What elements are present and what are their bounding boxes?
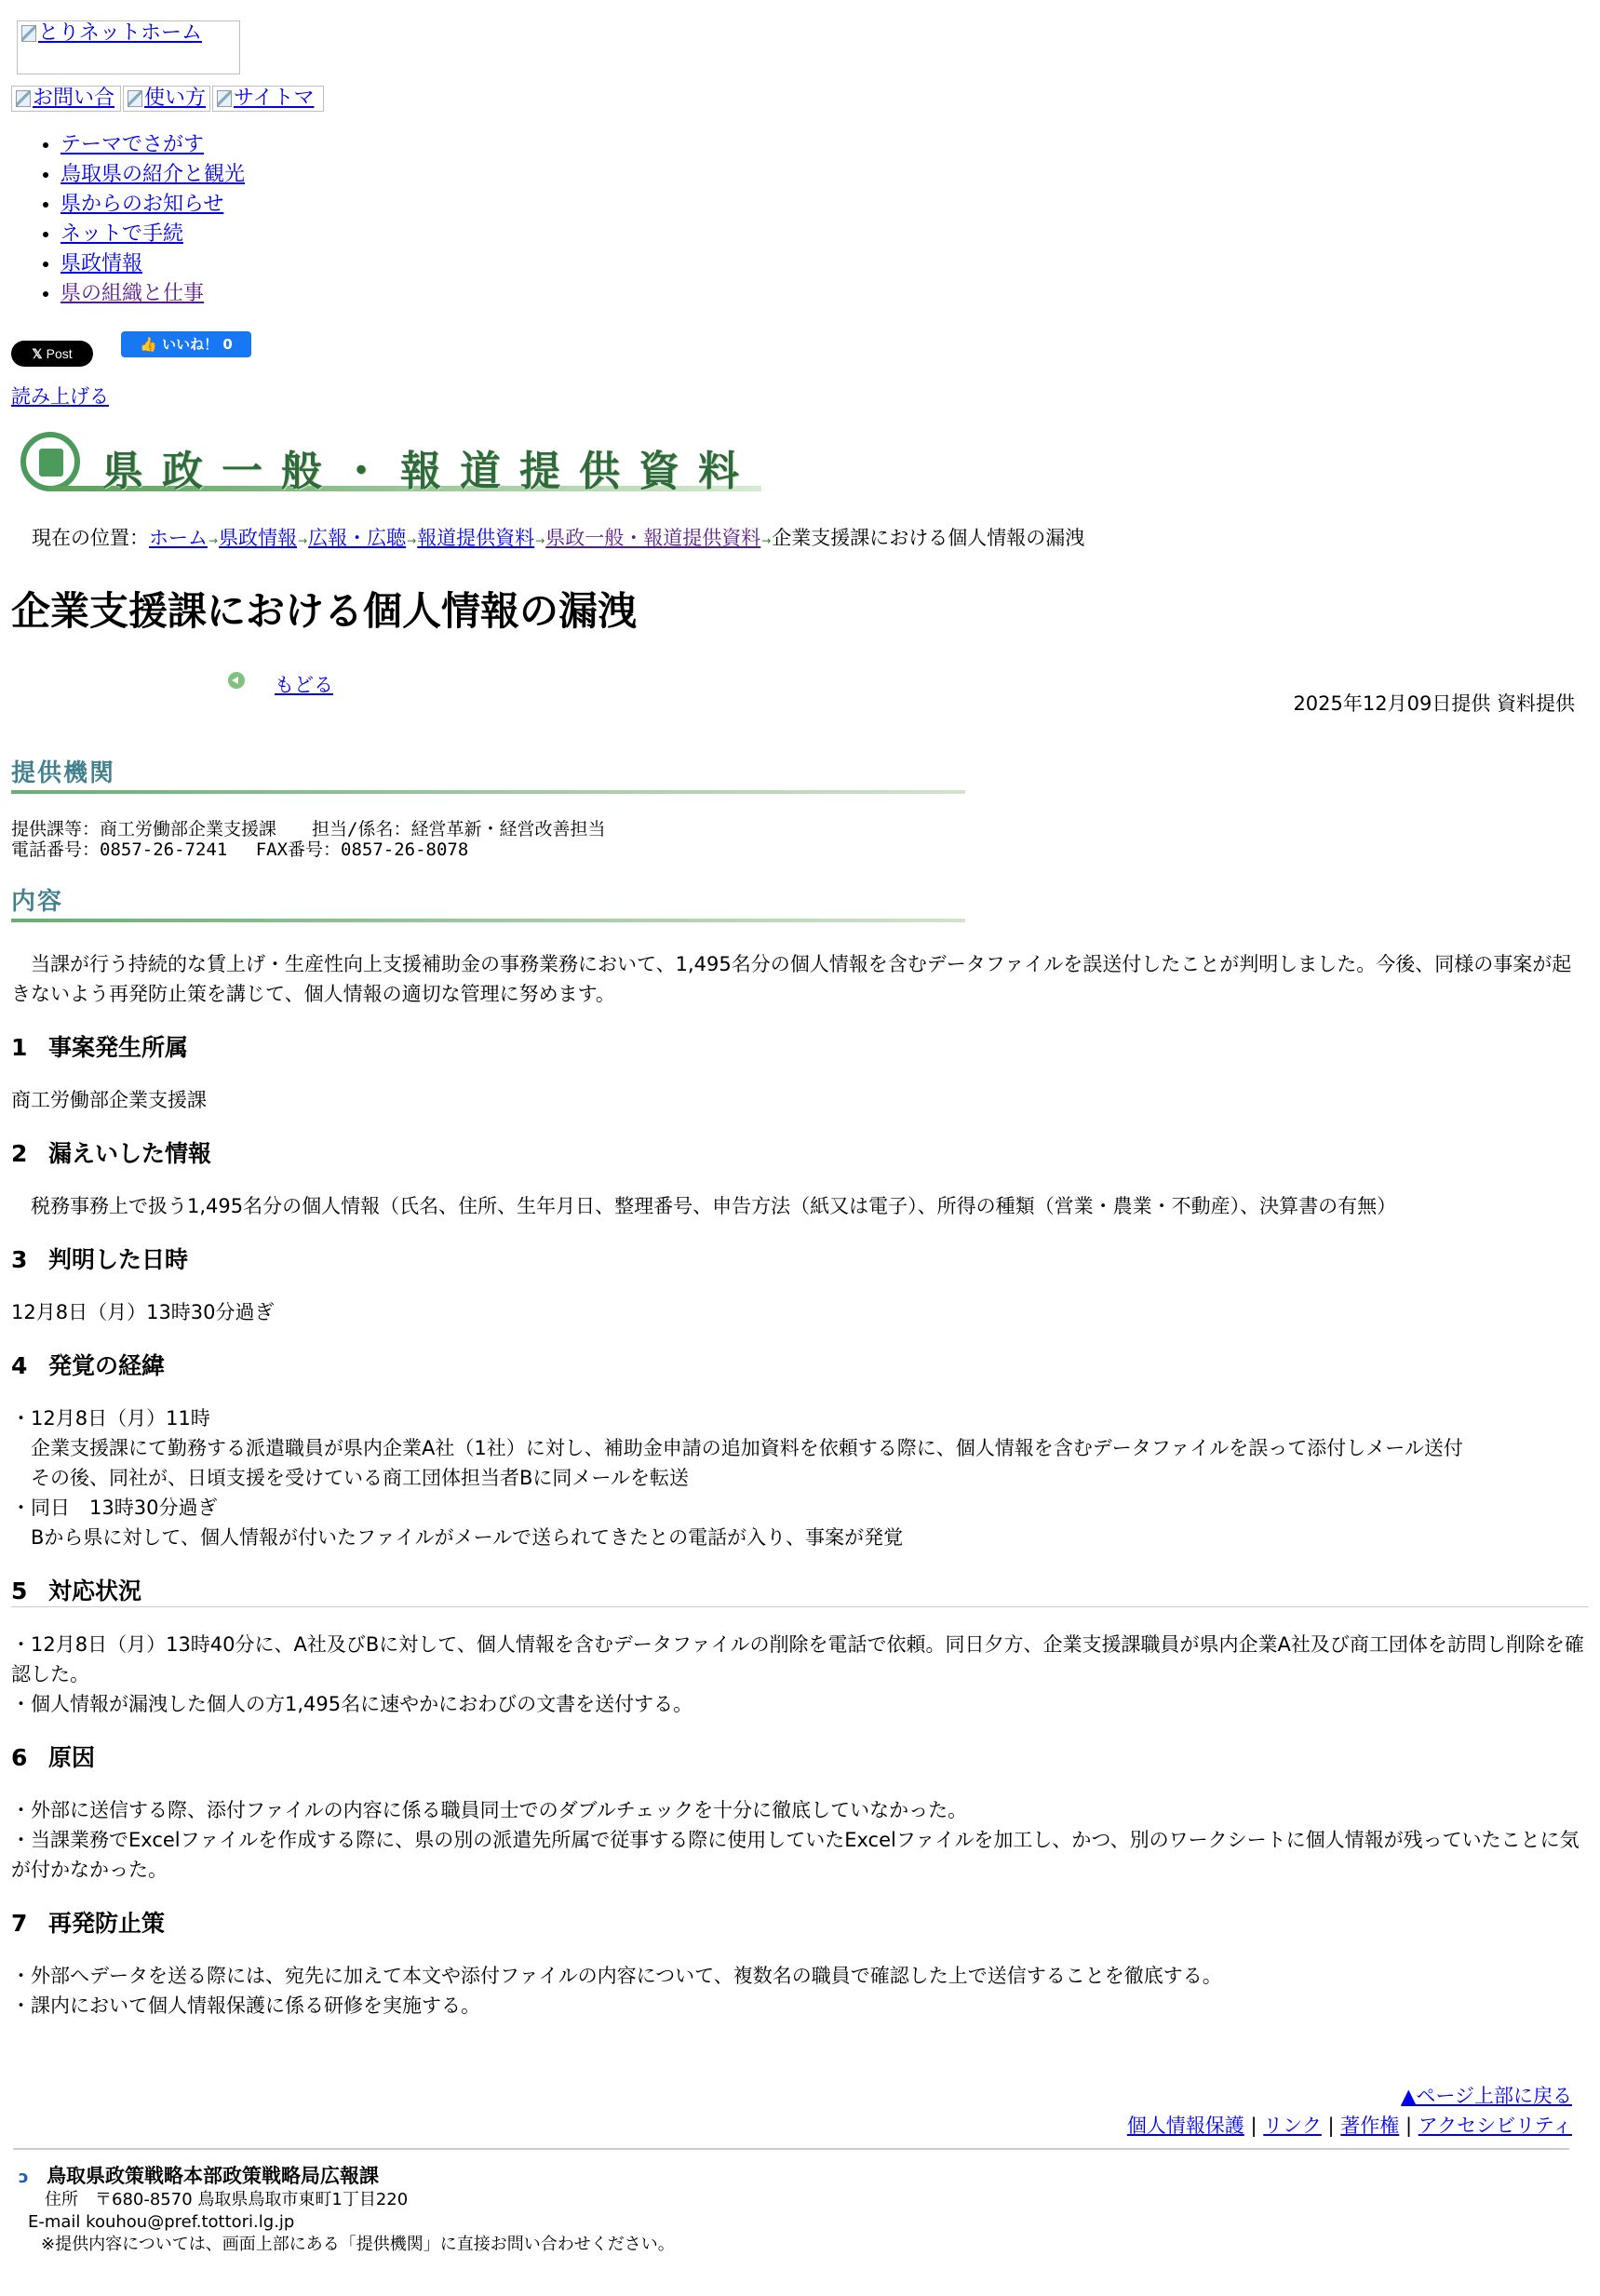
article-body [11,949,1589,2021]
nav-item-procedures [61,220,245,249]
back-label: もどる [275,674,333,696]
nav-link-intro-tourism[interactable]: 鳥取県の紹介と観光 [61,163,246,186]
nav-link-notices[interactable]: 県からのお知らせ [61,193,224,216]
heading-underline [11,790,965,794]
section-heading-2 [11,1139,1589,1169]
nav-item-theme [61,130,245,160]
breadcrumb-arrow-icon: → [761,534,772,547]
sitemap-link-alt: サイトマ [234,87,315,110]
nav-link-prefectural-info[interactable]: 県政情報 [61,252,143,275]
utility-links [11,86,326,112]
breadcrumb-home[interactable]: ホーム [149,527,208,549]
x-post-button[interactable] [11,341,93,367]
content-section-heading [11,882,965,922]
document-icon [20,432,80,491]
intro-paragraph: 当課が行う持続的な賃上げ・生産性向上支援補助金の事務業務において、1,495名分の個人情報を含むデータファイルを誤送付したことが判明しました。今後、同様の事案が起きないよう再発防止策を講じて、個人情報の適切な管理に努めます。 [11,953,1572,1005]
section-2-body: 税務事務上で扱う1,495名分の個人情報（氏名、住所、生年月日、整理番号、申告方法（紙又は電子）、所得の種類（営業・農業・不動産）、決算書の有無） [31,1195,1397,1217]
section-heading-1 [11,1033,1589,1063]
breadcrumb-arrow-icon: → [535,534,545,547]
facebook-like-label: いいね！ 0 [162,336,233,353]
provider-department-line: 提供課等：商工労働部企業支援課 担当/係名：経営革新・経営改善担当 [11,819,606,839]
facebook-like-button[interactable] [121,331,251,357]
content-heading-text: 内容 [11,888,64,916]
breadcrumb-general-press[interactable]: 県政一般・報道提供資料 [545,527,761,549]
section-4-line: その後、同社が、日頃支援を受けている商工団体担当者Bに同メールを転送 [31,1467,689,1489]
section-number: 6 [11,1744,28,1771]
section-4-line: 企業支援課にて勤務する派遣職員が県内企業A社（1社）に対し、補助金申請の追加資料を依頼する際に、個人情報を含むデータファイルを誤って添付しメール送付 [31,1437,1463,1459]
breadcrumb-press-releases[interactable]: 報道提供資料 [417,527,535,549]
nav-link-online-procedures[interactable]: ネットで手続 [61,222,184,246]
section-title: 判明した日時 [48,1246,189,1273]
back-link[interactable] [228,670,333,698]
section-1-body: 商工労働部企業支援課 [11,1089,207,1111]
logo-alt-text: とりネットホーム [38,21,203,45]
contact-link-alt: お問い合 [33,87,115,110]
global-nav [0,130,245,309]
how-to-use-link[interactable] [123,86,210,112]
tori-net-home-logo[interactable] [17,20,240,74]
footer-link-copyright[interactable]: 著作権 [1340,2115,1400,2137]
footer-divider [13,2148,1569,2150]
section-number: 3 [11,1246,28,1273]
section-number: 5 [11,1578,28,1605]
section-title: 対応状況 [48,1578,142,1605]
section-7-line: ・外部へデータを送る際には、宛先に加えて本文や添付ファイルの内容について、複数名の職員で確認した上で送信することを徹底する。 [11,1965,1222,1987]
section-6-line: ・当課業務でExcelファイルを作成する際に、県の別の派遣先所属で従事する際に使用していたExcelファイルを加工し、かつ、別のワークシートに個人情報が残っていたことに気が付かなかった。 [11,1829,1580,1881]
page-title: 企業支援課における個人情報の漏洩 [11,588,638,634]
read-aloud-link[interactable]: 読み上げる [11,385,109,408]
section-5-line: ・個人情報が漏洩した個人の方1,495名に速やかにおわびの文書を送付する。 [11,1693,693,1715]
broken-image-icon [16,90,31,107]
section-number: 1 [11,1034,28,1061]
thumbs-up-icon: 👍 [140,336,163,353]
section-heading-6 [11,1743,1589,1773]
section-3-body: 12月8日（月）13時30分過ぎ [11,1301,275,1323]
section-title: 再発防止策 [48,1910,166,1937]
x-logo-icon: 𝕏 [32,346,43,361]
footer [19,2165,675,2256]
section-heading-4 [11,1351,1589,1381]
tottori-emblem-icon: ↄ [19,2168,29,2187]
nav-item-organization [61,279,245,309]
provider-section-heading [11,754,965,794]
section-title: 原因 [48,1744,96,1771]
footer-note: ※提供内容については、画面上部にある「提供機関」に直接お問い合わせください。 [41,2235,675,2254]
section-number: 4 [11,1352,28,1379]
x-post-label: Post [46,346,73,361]
breadcrumb-arrow-icon: → [407,534,417,547]
footer-org [19,2165,675,2189]
broken-image-icon [21,25,36,42]
footer-link-privacy[interactable]: 個人情報保護 [1126,2115,1244,2137]
footer-address: 住所 〒680-8570 鳥取県鳥取市東町1丁目220 [45,2190,409,2209]
nav-item-intro [61,160,245,190]
section-number: 7 [11,1910,28,1937]
page-top-link[interactable]: ▲ページ上部に戻る [1401,2085,1572,2107]
section-4-line: ・12月8日（月）11時 [11,1407,210,1430]
section-heading-7 [11,1909,1589,1939]
footer-org-name: 鳥取県政策戦略本部政策戦略局広報課 [47,2165,379,2187]
section-title: 事案発生所属 [48,1034,189,1061]
nav-item-notices [61,190,245,220]
provider-phone-line: 電話番号：0857-26-7241 FAX番号：0857-26-8078 [11,839,469,860]
broken-image-icon [128,90,142,107]
release-date: 2025年12月09日提供 資料提供 [1293,692,1575,715]
section-title: 漏えいした情報 [48,1140,212,1167]
section-5-line: ・12月8日（月）13時40分に、A社及びBに対して、個人情報を含むデータファイルの削除を電話で依頼。同日夕方、企業支援課職員が県内企業A社及び商工団体を訪問し削除を確認した。 [11,1633,1584,1685]
breadcrumb-arrow-icon: → [208,534,219,547]
how-to-use-link-alt: 使い方 [144,87,207,110]
breadcrumb-arrow-icon: → [298,534,308,547]
heading-underline [11,919,965,922]
sitemap-link[interactable] [212,86,324,112]
section-4-line: Bから県に対して、個人情報が付いたファイルがメールで送られてきたとの電話が入り、事案が発覚 [31,1526,904,1549]
section-heading-3 [11,1245,1589,1275]
section-banner-title: 県政一般・報道提供資料 [102,448,758,495]
nav-link-theme[interactable]: テーマでさがす [61,133,205,156]
breadcrumb [32,523,1084,551]
section-6-line: ・外部に送信する際、添付ファイルの内容に係る職員同士でのダブルチェックを十分に徹底していなかった。 [11,1799,968,1821]
breadcrumb-prefix: 現在の位置： [32,527,149,549]
footer-link-links[interactable]: リンク [1263,2115,1322,2137]
broken-image-icon [217,90,232,107]
section-number: 2 [11,1140,28,1167]
back-arrow-icon [228,672,245,689]
breadcrumb-current: 企業支援課における個人情報の漏洩 [772,527,1085,549]
section-4-line: ・同日 13時30分過ぎ [11,1497,218,1519]
section-heading-5 [11,1577,1589,1607]
section-title: 発覚の経緯 [48,1352,166,1379]
footer-email: E-mail kouhou@pref.tottori.lg.jp [28,2212,295,2232]
footer-links: 個人情報保護 | リンク | 著作権 | アクセシビリティ [1126,2115,1572,2137]
nav-link-organization[interactable]: 県の組織と仕事 [61,282,205,305]
footer-link-accessibility[interactable]: アクセシビリティ [1418,2115,1572,2137]
section-7-line: ・課内において個人情報保護に係る研修を実施する。 [11,1994,480,2017]
breadcrumb-public-relations[interactable]: 広報・広聴 [308,527,407,549]
contact-link[interactable] [11,86,121,112]
provider-heading-text: 提供機関 [11,759,116,787]
breadcrumb-prefectural-info[interactable]: 県政情報 [219,527,298,549]
provider-info [11,819,605,860]
nav-item-prefectural-info [61,249,245,279]
